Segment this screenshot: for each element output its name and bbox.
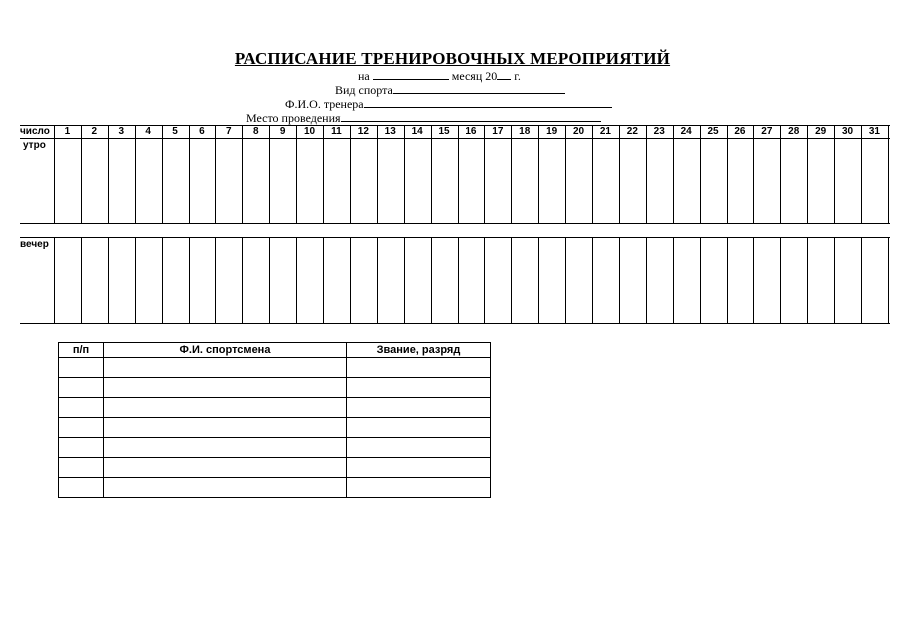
athletes-table [58, 342, 491, 498]
day-number: 18 [519, 126, 531, 137]
name-cell[interactable] [104, 418, 347, 438]
year-blank-field[interactable] [497, 69, 511, 80]
day-number: 20 [572, 126, 585, 137]
rank-cell[interactable] [347, 398, 491, 418]
grid-column-line [673, 237, 674, 323]
number-cell[interactable] [59, 438, 104, 458]
grid-column-line [619, 237, 620, 323]
rank-cell[interactable] [347, 358, 491, 378]
grid-column-line [431, 237, 432, 323]
grid-column-line [323, 125, 324, 223]
evening-label: вечер [20, 239, 49, 250]
table-row [59, 478, 491, 498]
grid-column-line [861, 237, 862, 323]
grid-column-line [242, 125, 243, 223]
grid-column-line [81, 237, 82, 323]
grid-column-line [135, 125, 136, 223]
day-number: 21 [599, 126, 611, 137]
day-number: 7 [226, 126, 232, 137]
grid-column-line [861, 125, 862, 223]
name-cell[interactable] [104, 378, 347, 398]
grid-column-line [565, 125, 566, 223]
day-number: 13 [384, 126, 396, 137]
number-cell[interactable] [59, 398, 104, 418]
grid-column-line [215, 125, 216, 223]
venue-label: Место проведения [246, 111, 341, 125]
coach-label: Ф.И.О. тренера [285, 97, 364, 111]
grid-column-line [646, 125, 647, 223]
grid-column-line [700, 125, 701, 223]
grid-column-line [673, 125, 674, 223]
grid-column-line [269, 237, 270, 323]
rank-cell[interactable] [347, 458, 491, 478]
table-row [59, 398, 491, 418]
grid-column-line [404, 237, 405, 323]
grid-column-line [753, 237, 754, 323]
grid-column-line [162, 125, 163, 223]
name-cell[interactable] [104, 398, 347, 418]
grid-column-line [296, 125, 297, 223]
grid-line-morning-bottom [20, 223, 890, 224]
grid-column-line [323, 237, 324, 323]
rank-cell[interactable] [347, 418, 491, 438]
grid-column-line [565, 237, 566, 323]
grid-column-line [189, 237, 190, 323]
day-number: 22 [626, 126, 638, 137]
grid-column-line [108, 125, 109, 223]
table-row [59, 458, 491, 478]
day-number: 27 [761, 126, 773, 137]
grid-column-line [458, 237, 459, 323]
grid-column-line [834, 125, 835, 223]
day-number: 31 [868, 126, 880, 137]
grid-column-line [780, 237, 781, 323]
day-number: 4 [145, 126, 151, 137]
na-label: на [358, 69, 370, 83]
venue-line [246, 111, 601, 125]
day-number: 19 [546, 126, 558, 137]
grid-column-line [484, 125, 485, 223]
grid-column-line [592, 125, 593, 223]
grid-column-line [538, 237, 539, 323]
sport-blank-field[interactable] [393, 83, 565, 94]
rank-cell[interactable] [347, 378, 491, 398]
day-number: 24 [680, 126, 692, 137]
number-cell[interactable] [59, 458, 104, 478]
day-number: 15 [438, 126, 450, 137]
schedule-grid [20, 125, 890, 325]
day-number: 10 [303, 126, 316, 137]
day-number: 6 [199, 126, 205, 137]
day-number: 5 [172, 126, 178, 137]
table-row [59, 378, 491, 398]
grid-column-line [215, 237, 216, 323]
grid-column-line [538, 125, 539, 223]
grid-column-line [646, 237, 647, 323]
grid-column-line [377, 237, 378, 323]
grid-line-bottom [20, 323, 890, 324]
name-cell[interactable] [104, 358, 347, 378]
grid-column-line [511, 125, 512, 223]
grid-column-line [162, 237, 163, 323]
rank-cell[interactable] [347, 478, 491, 498]
day-number: 3 [118, 126, 125, 137]
table-row [59, 418, 491, 438]
day-number: 8 [252, 126, 259, 137]
day-number: 16 [465, 126, 477, 137]
col-number-header: п/п [59, 343, 104, 358]
day-number: 11 [331, 126, 342, 137]
athletes-header-row [59, 343, 491, 358]
grid-column-line [511, 237, 512, 323]
coach-blank-field[interactable] [364, 97, 612, 108]
grid-column-line [888, 125, 889, 223]
grid-column-line [727, 237, 728, 323]
month-label: месяц 20 [451, 69, 498, 83]
day-number: 12 [357, 126, 369, 137]
number-cell[interactable] [59, 358, 104, 378]
grid-column-line [619, 125, 620, 223]
grid-column-line [888, 237, 889, 323]
grid-column-line [54, 125, 55, 223]
sport-label: Вид спорта [335, 83, 393, 97]
grid-column-line [727, 125, 728, 223]
sport-line [335, 83, 565, 97]
grid-column-line [700, 237, 701, 323]
grid-column-line [780, 125, 781, 223]
number-cell[interactable] [59, 418, 104, 438]
col-rank-header: Звание, разряд [347, 343, 491, 358]
day-number: 9 [279, 126, 286, 137]
grid-line-header-bottom [20, 138, 890, 139]
day-number: 14 [411, 126, 423, 137]
grid-column-line [753, 125, 754, 223]
grid-column-line [834, 237, 835, 323]
day-number: 1 [64, 126, 71, 137]
table-row [59, 358, 491, 378]
grid-column-line [592, 237, 593, 323]
year-suffix: г. [514, 69, 521, 83]
day-number: 2 [91, 126, 98, 137]
grid-column-line [377, 125, 378, 223]
col-name-header: Ф.И. спортсмена [104, 343, 347, 358]
day-number: 30 [841, 126, 854, 137]
grid-column-line [81, 125, 82, 223]
grid-column-line [189, 125, 190, 223]
grid-line-evening-top [20, 237, 890, 238]
grid-column-line [350, 125, 351, 223]
day-number: 26 [734, 126, 746, 137]
page-title: РАСПИСАНИЕ ТРЕНИРОВОЧНЫХ МЕРОПРИЯТИЙ [234, 49, 671, 68]
morning-label: утро [23, 140, 46, 151]
date-label: число [20, 126, 50, 137]
day-number: 17 [492, 126, 504, 137]
name-cell[interactable] [104, 458, 347, 478]
day-number: 29 [815, 126, 827, 137]
grid-column-line [404, 125, 405, 223]
number-cell[interactable] [59, 478, 104, 498]
date-line [358, 69, 521, 83]
rank-cell[interactable] [347, 438, 491, 458]
grid-column-line [269, 125, 270, 223]
grid-column-line [135, 237, 136, 323]
day-number: 23 [653, 126, 665, 137]
number-cell[interactable] [59, 378, 104, 398]
venue-blank-field[interactable] [341, 111, 601, 122]
grid-column-line [350, 237, 351, 323]
name-cell[interactable] [104, 438, 347, 458]
na-blank-field[interactable] [373, 69, 449, 80]
grid-column-line [108, 237, 109, 323]
grid-column-line [807, 237, 808, 323]
coach-line [285, 97, 612, 111]
grid-column-line [458, 125, 459, 223]
day-number: 25 [707, 126, 719, 137]
grid-column-line [484, 237, 485, 323]
grid-column-line [431, 125, 432, 223]
table-row [59, 438, 491, 458]
grid-column-line [242, 237, 243, 323]
grid-column-line [54, 237, 55, 323]
day-number: 28 [788, 126, 800, 137]
name-cell[interactable] [104, 478, 347, 498]
grid-column-line [807, 125, 808, 223]
grid-column-line [296, 237, 297, 323]
